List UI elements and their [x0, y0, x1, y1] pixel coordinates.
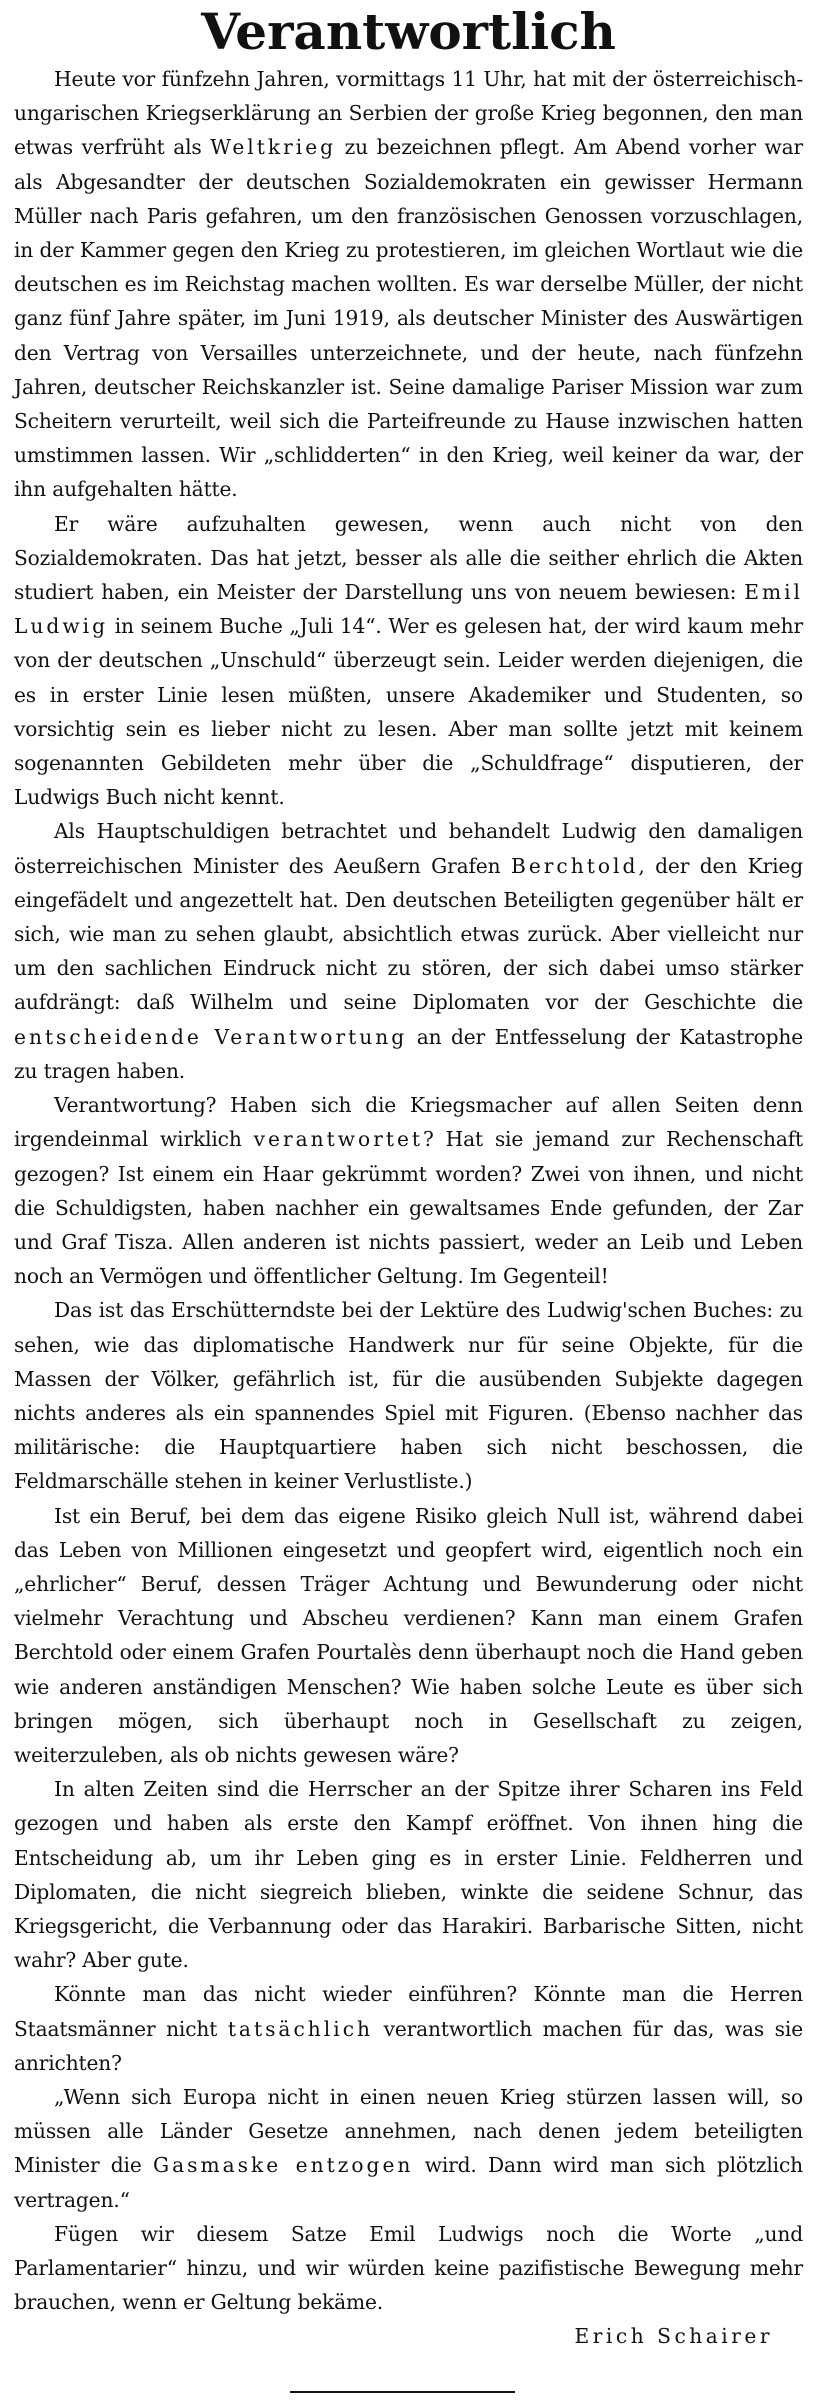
text-run: Ist ein Beruf, bei dem das eigene Risiko gleich Null ist, während dabei das Leben von Millionen eingesetzt und geopfert wird, eigentlich noch ein „ehrlicher“ Beruf, dessen Träger Achtung und Bewunderung oder nicht vielmehr Verachtung und Abscheu verdienen? Kann man einem Grafen Berchtold oder einem Grafen Pourtalès denn überhaupt noch die Hand geben wie anderen anständigen Menschen? Wie haben solche Leute es über sich bringen mögen, sich überhaupt noch in Gesellschaft zu zeigen, weiterzuleben, als ob nichts gewesen wäre? [14, 1503, 803, 1767]
emphasized-text: verantwortet [253, 1127, 424, 1152]
text-run: Könnte man das nicht wieder einführen? Könnte man die Herren Staatsmänner nicht [14, 1982, 803, 2041]
text-run: Verantwortung? Haben sich die Kriegsmacher auf allen Seiten denn irgendeinmal wirklich [14, 1093, 803, 1152]
text-run: Das ist das Erschütterndste bei der Lektüre des Ludwig'schen Buches: zu sehen, wie das diplomatische Handwerk nur für seine Objekte, für die Massen der Völker, gefährlich ist, für die ausübenden Subjekte dagegen nichts anderes als ein spannendes Spiel mit Figuren. (Ebenso nachher das militärische: die Hauptquartiere haben sich nicht beschossen, die Feldmarschälle stehen in keiner Verlustliste.) [14, 1298, 803, 1494]
text-run: In alten Zeiten sind die Herrscher an der Spitze ihrer Scharen ins Feld gezogen und haben als erste den Kampf eröffnet. Von ihnen hing die Entscheidung ab, um ihr Leben ging es in erster Linie. Feldherren und Diplomaten, die nicht siegreich blieben, winkte die seidene Schnur, das Kriegsgericht, die Verbannung oder das Harakiri. Barbarische Sitten, nicht wahr? Aber gute. [14, 1777, 803, 1973]
article-paragraph [14, 1499, 803, 1773]
emphasized-text: Berchtold [510, 853, 639, 878]
article-paragraph [14, 1293, 803, 1498]
text-run: an der Entfesselung der Katastrophe zu tragen haben. [14, 1024, 803, 1083]
text-run: Er wäre aufzuhalten gewesen, wenn auch nicht von den Sozialdemokraten. Das hat jetzt, besser als alle die seither ehrlich die Akten studiert haben, ein Meister der Darstellung uns von neuem bewiesen: [14, 511, 803, 605]
text-run: verantwortlich machen für das, was sie anrichten? [14, 2016, 803, 2075]
emphasized-text: Weltkrieg [210, 135, 337, 160]
emphasized-text: entscheidende Verantwortung [14, 1024, 408, 1049]
article-paragraph [14, 1088, 803, 1293]
text-run: Als Hauptschuldigen betrachtet und behandelt Ludwig den damaligen österreichischen Minister des Aeußern Grafen [14, 819, 803, 878]
signature-row [14, 2319, 803, 2353]
article-body [14, 62, 803, 2354]
article-paragraph [14, 507, 803, 815]
text-run: „Wenn sich Europa nicht in einen neuen Krieg stürzen lassen will, so müssen alle Länder Gesetze annehmen, nach denen jedem beteiligten Minister die [14, 2084, 803, 2178]
emphasized-text: Gasmaske entzogen [152, 2153, 414, 2178]
text-run: Fügen wir diesem Satze Emil Ludwigs noch die Worte „und Parlamentarier“ hinzu, und wir würden keine pazifistische Bewegung mehr brauchen, wenn er Geltung bekäme. [14, 2221, 803, 2315]
article-paragraph [14, 2217, 803, 2320]
article-headline: Verantwortlich [201, 2, 616, 61]
emphasized-text: tatsächlich [227, 2016, 373, 2041]
text-run: , der den Krieg eingefädelt und angezettelt hat. Den deutschen Beteiligten gegenüber hält er sich, wie man zu sehen glaubt, absichtlich etwas zurück. Aber vielleicht nur um den sachlichen Eindruck nicht zu stören, der sich dabei umso stärker aufdrängt: daß Wilhelm und seine Diplomaten vor der Geschichte die [14, 853, 803, 1015]
article-paragraph [14, 62, 803, 507]
text-run: Heute vor fünfzehn Jahren, vormittags 11 Uhr, hat mit der österreichisch-ungarischen Kriegserklärung an Serbien der große Krieg begonnen, den man etwas verfrüht als [14, 67, 803, 160]
article-paragraph [14, 1977, 803, 2080]
text-run: zu bezeichnen pflegt. Am Abend vorher war als Abgesandter der deutschen Sozialdemokraten ein gewisser Hermann Müller nach Paris gefahren, um den französischen Genossen vorzuschlagen, in der Kammer gegen den Krieg zu protestieren, im gleichen Wortlaut wie die deutschen es im Reichstag machen wollten. Es war derselbe Müller, der nicht ganz fünf Jahre später, im Juni 1919, als deutscher Minister des Auswärtigen den Vertrag von Versailles unterzeichnete, und der heute, nach fünfzehn Jahren, deutscher Reichskanzler ist. Seine damalige Pariser Mission war zum Scheitern verurteilt, weil sich die Parteifreunde zu Hause inzwischen hatten umstimmen lassen. Wir „schlidderten“ in den Krieg, weil keiner da war, der ihn aufgehalten hätte. [14, 135, 803, 502]
article-paragraph [14, 1772, 803, 1977]
closing-rule [290, 2391, 515, 2393]
article-paragraph [14, 2080, 803, 2217]
author-signature: Erich Schairer [574, 2324, 773, 2349]
text-run: in seinem Buche „Juli 14“. Wer es gelesen hat, der wird kaum mehr von der deutschen „Unschuld“ überzeugt sein. Leider werden diejenigen, die es in erster Linie lesen müßten, unsere Akademiker und Studenten, so vorsichtig sein es lieber nicht zu lesen. Aber man sollte jetzt mit keinem sogenannten Gebildeten mehr über die „Schuldfrage“ disputieren, der Ludwigs Buch nicht kennt. [14, 614, 803, 810]
text-run: ? Hat sie jemand zur Rechenschaft gezogen? Ist einem ein Haar gekrümmt worden? Zwei von ihnen, und nicht die Schuldigsten, haben nachher ein gewaltsames Ende gefunden, der Zar und Graf Tisza. Allen anderen ist nichts passiert, weder an Leib und Leben noch an Vermögen und öffentlicher Geltung. Im Gegenteil! [14, 1127, 803, 1289]
article-paragraph [14, 814, 803, 1088]
emphasized-text: Emil Ludwig [14, 580, 803, 639]
text-run: wird. Dann wird man sich plötzlich vertragen.“ [14, 2153, 803, 2212]
